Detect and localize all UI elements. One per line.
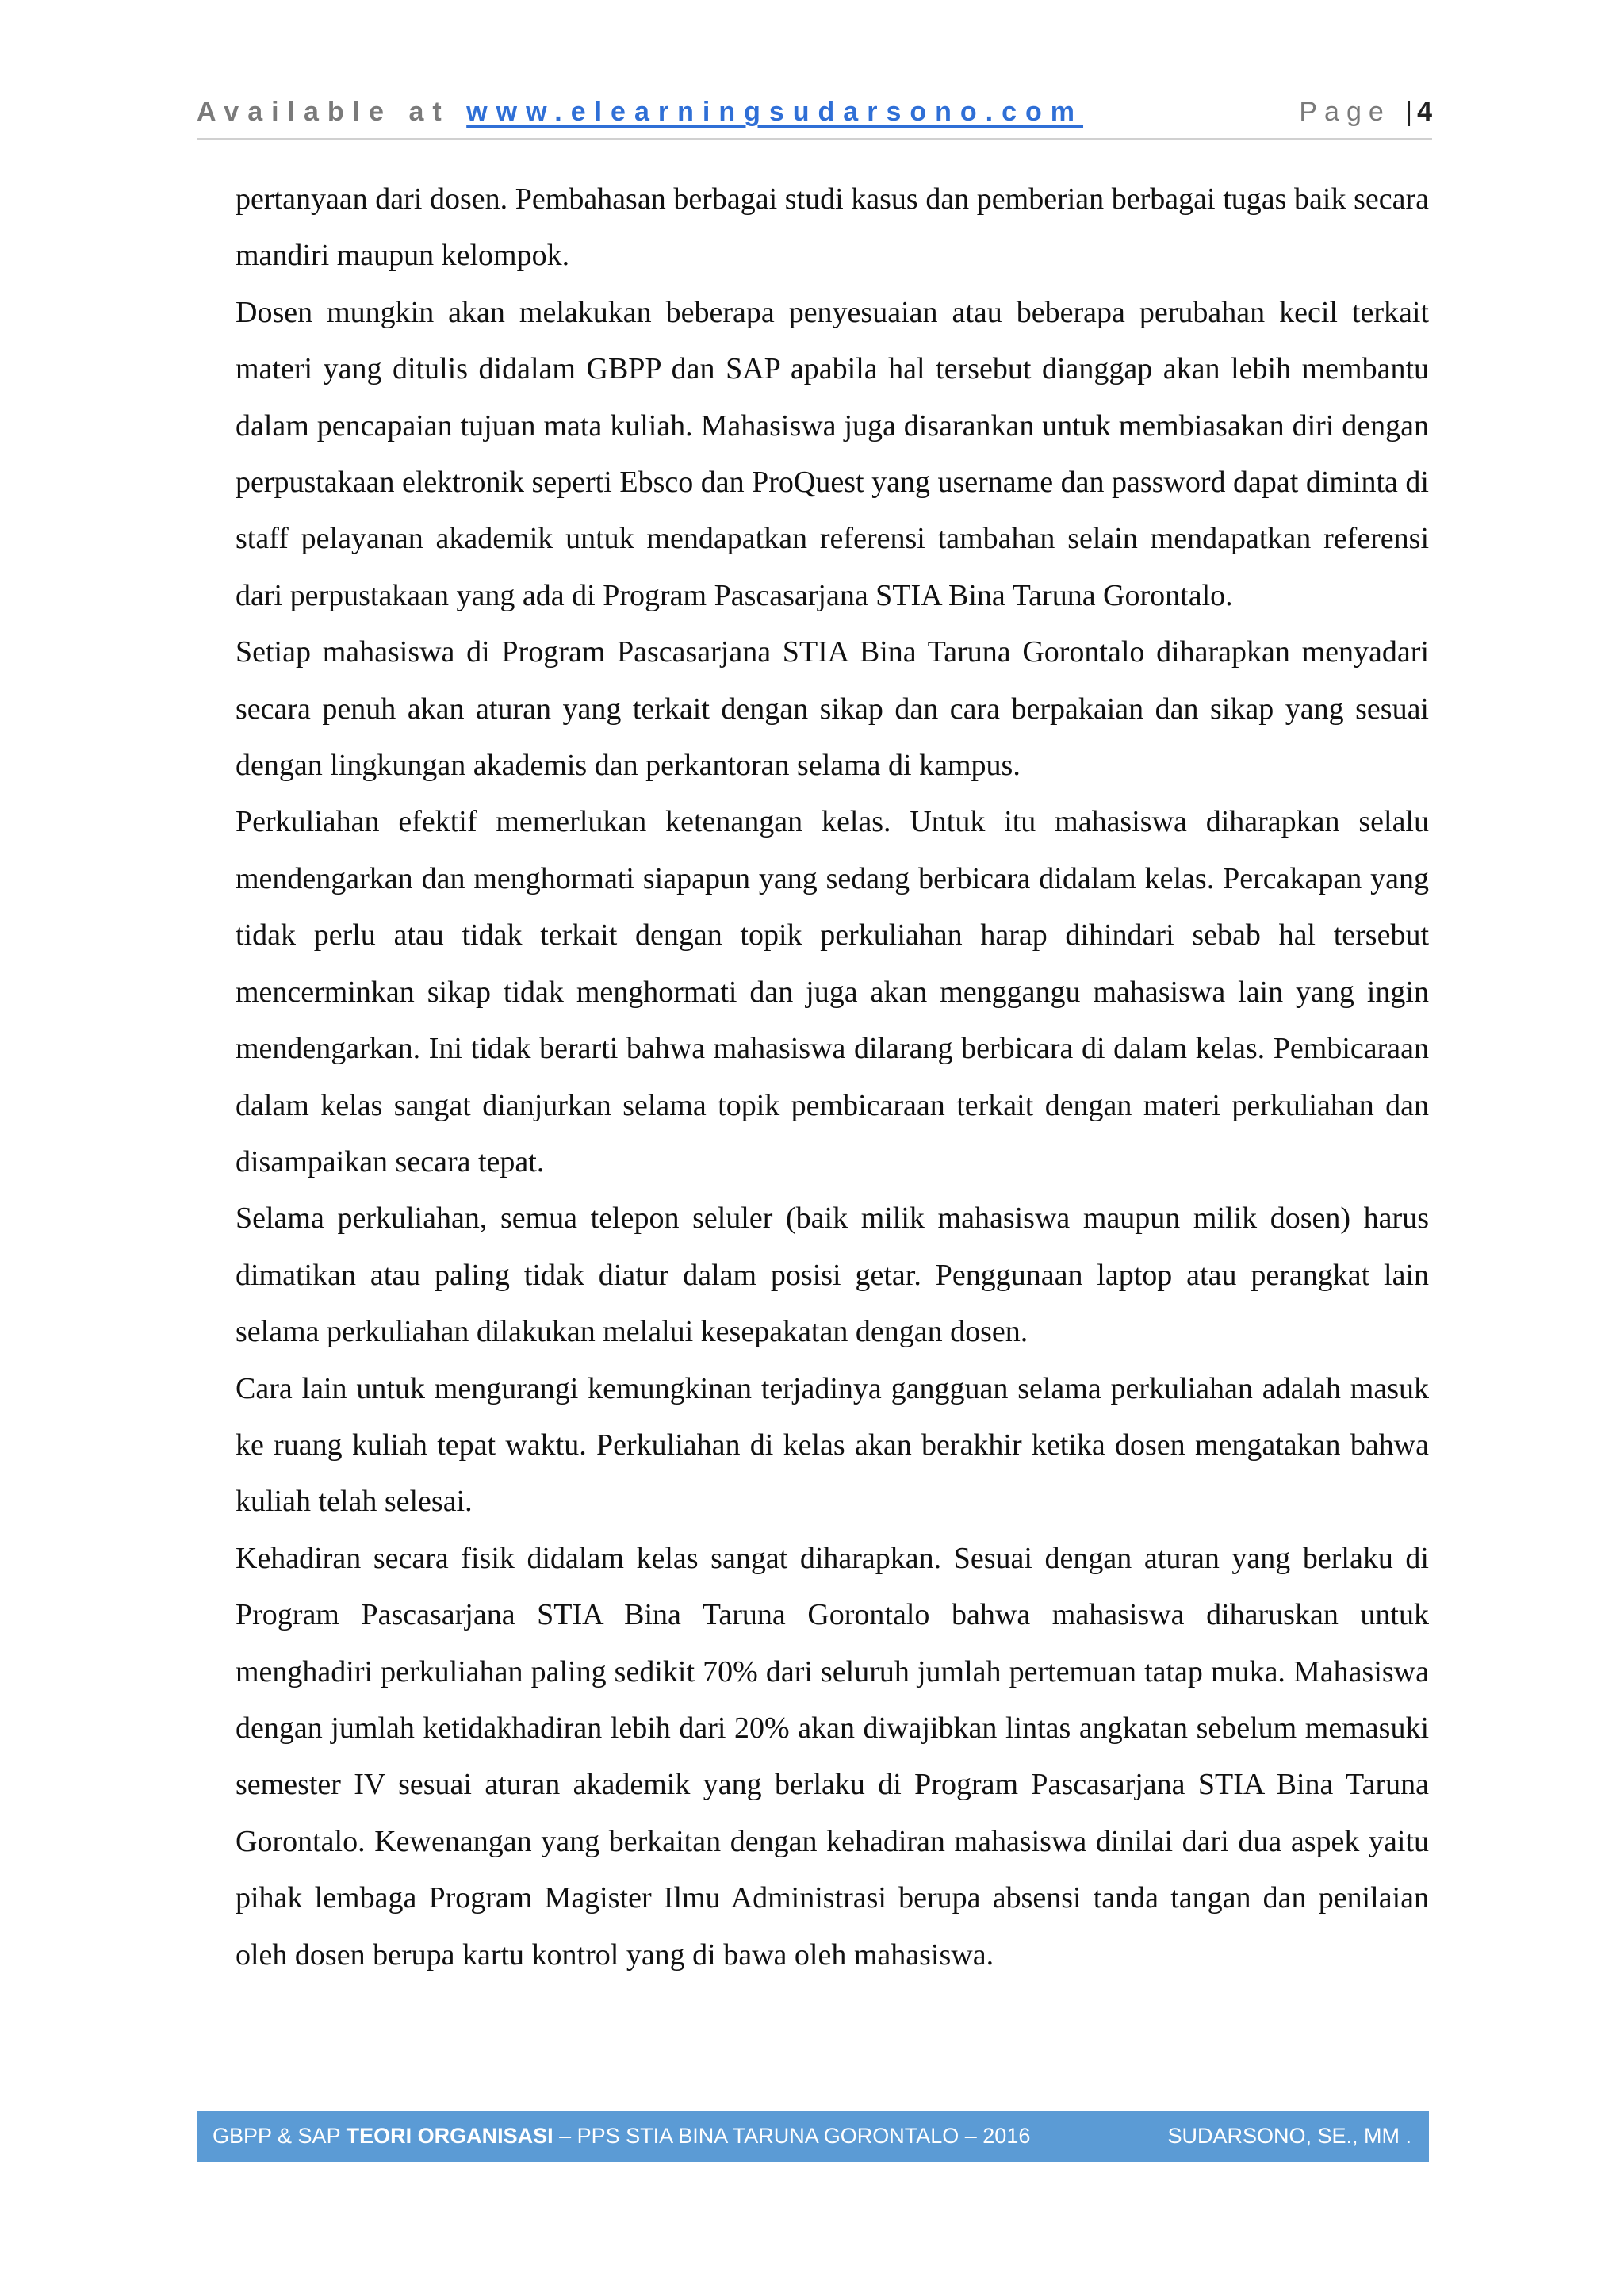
footer-course-info bbox=[213, 2124, 1030, 2148]
page-footer bbox=[197, 2111, 1429, 2162]
footer-prefix: GBPP & SAP bbox=[213, 2124, 347, 2148]
paragraph: Perkuliahan efektif memerlukan ketenangan kelas. Untuk itu mahasiswa diharapkan selalu mendengarkan dan menghormati siapapun yang sedang berbicara didalam kelas. Percakapan yang tidak perlu atau tidak terkait dengan topik perkuliahan harap dihindari sebab hal tersebut mencerminkan sikap tidak menghormati dan juga akan menggangu mahasiswa lain yang ingin mendengarkan. Ini tidak berarti bahwa mahasiswa dilarang berbicara di dalam kelas. Pembicaraan dalam kelas sangat dianjurkan selama topik pembicaraan terkait dengan materi perkuliahan dan disampaikan secara tepat. bbox=[236, 805, 1429, 1179]
page-indicator bbox=[1299, 97, 1432, 128]
paragraph: Cara lain untuk mengurangi kemungkinan terjadinya gangguan selama perkuliahan adalah masuk ke ruang kuliah tepat waktu. Perkuliahan di kelas akan berakhir ketika dosen mengatakan bahwa kuliah telah selesai. bbox=[236, 1371, 1429, 1519]
footer-suffix: – PPS STIA BINA TARUNA GORONTALO – 2016 bbox=[553, 2124, 1031, 2148]
website-link[interactable]: www.elearningsudarsono.com bbox=[466, 97, 1084, 127]
paragraph: pertanyaan dari dosen. Pembahasan berbagai studi kasus dan pemberian berbagai tugas baik secara mandiri maupun kelompok. bbox=[236, 182, 1429, 273]
availability-line bbox=[197, 97, 1083, 128]
paragraph: Dosen mungkin akan melakukan beberapa penyesuaian atau beberapa perubahan kecil terkait materi yang ditulis didalam GBPP dan SAP apabila hal tersebut dianggap akan lebih membantu dalam pencapaian tujuan mata kuliah. Mahasiswa juga disarankan untuk membiasakan diri dengan perpustakaan elektronik seperti Ebsco dan ProQuest yang username dan password dapat diminta di staff pelayanan akademik untuk mendapatkan referensi tambahan selain mendapatkan referensi dari perpustakaan yang ada di Program Pascasarjana STIA Bina Taruna Gorontalo. bbox=[236, 295, 1429, 612]
footer-course-title: TEORI ORGANISASI bbox=[346, 2124, 553, 2148]
page-separator: | bbox=[1405, 97, 1418, 127]
paragraph: Kehadiran secara fisik didalam kelas sangat diharapkan. Sesuai dengan aturan yang berlaku di Program Pascasarjana STIA Bina Taruna Gorontalo bahwa mahasiswa diharuskan untuk menghadiri perkuliahan paling sedikit 70% dari seluruh jumlah pertemuan tatap muka. Mahasiswa dengan jumlah ketidakhadiran lebih dari 20% akan diwajibkan lintas angkatan sebelum memasuki semester IV sesuai aturan akademik yang berlaku di Program Pascasarjana STIA Bina Taruna Gorontalo. Kewenangan yang berkaitan dengan kehadiran mahasiswa dinilai dari dua aspek yaitu pihak lembaga Program Magister Ilmu Administrasi berupa absensi tanda tangan dan penilaian oleh dosen berupa kartu kontrol yang di bawa oleh mahasiswa. bbox=[236, 1541, 1429, 1972]
paragraph: Selama perkuliahan, semua telepon seluler (baik milik mahasiswa maupun milik dosen) harus dimatikan atau paling tidak diatur dalam posisi getar. Penggunaan laptop atau perangkat lain selama perkuliahan dilakukan melalui kesepakatan dengan dosen. bbox=[236, 1202, 1429, 1349]
page-header bbox=[197, 97, 1432, 140]
footer-author: SUDARSONO, SE., MM . bbox=[1167, 2124, 1411, 2148]
page-number: 4 bbox=[1417, 97, 1432, 127]
page-label: Page bbox=[1299, 97, 1391, 127]
available-prefix: Available at bbox=[197, 97, 467, 127]
document-body bbox=[236, 171, 1429, 1984]
paragraph: Setiap mahasiswa di Program Pascasarjana STIA Bina Taruna Gorontalo diharapkan menyadari secara penuh akan aturan yang terkait dengan sikap dan cara berpakaian dan sikap yang sesuai dengan lingkungan akademis dan perkantoran selama di kampus. bbox=[236, 635, 1429, 783]
